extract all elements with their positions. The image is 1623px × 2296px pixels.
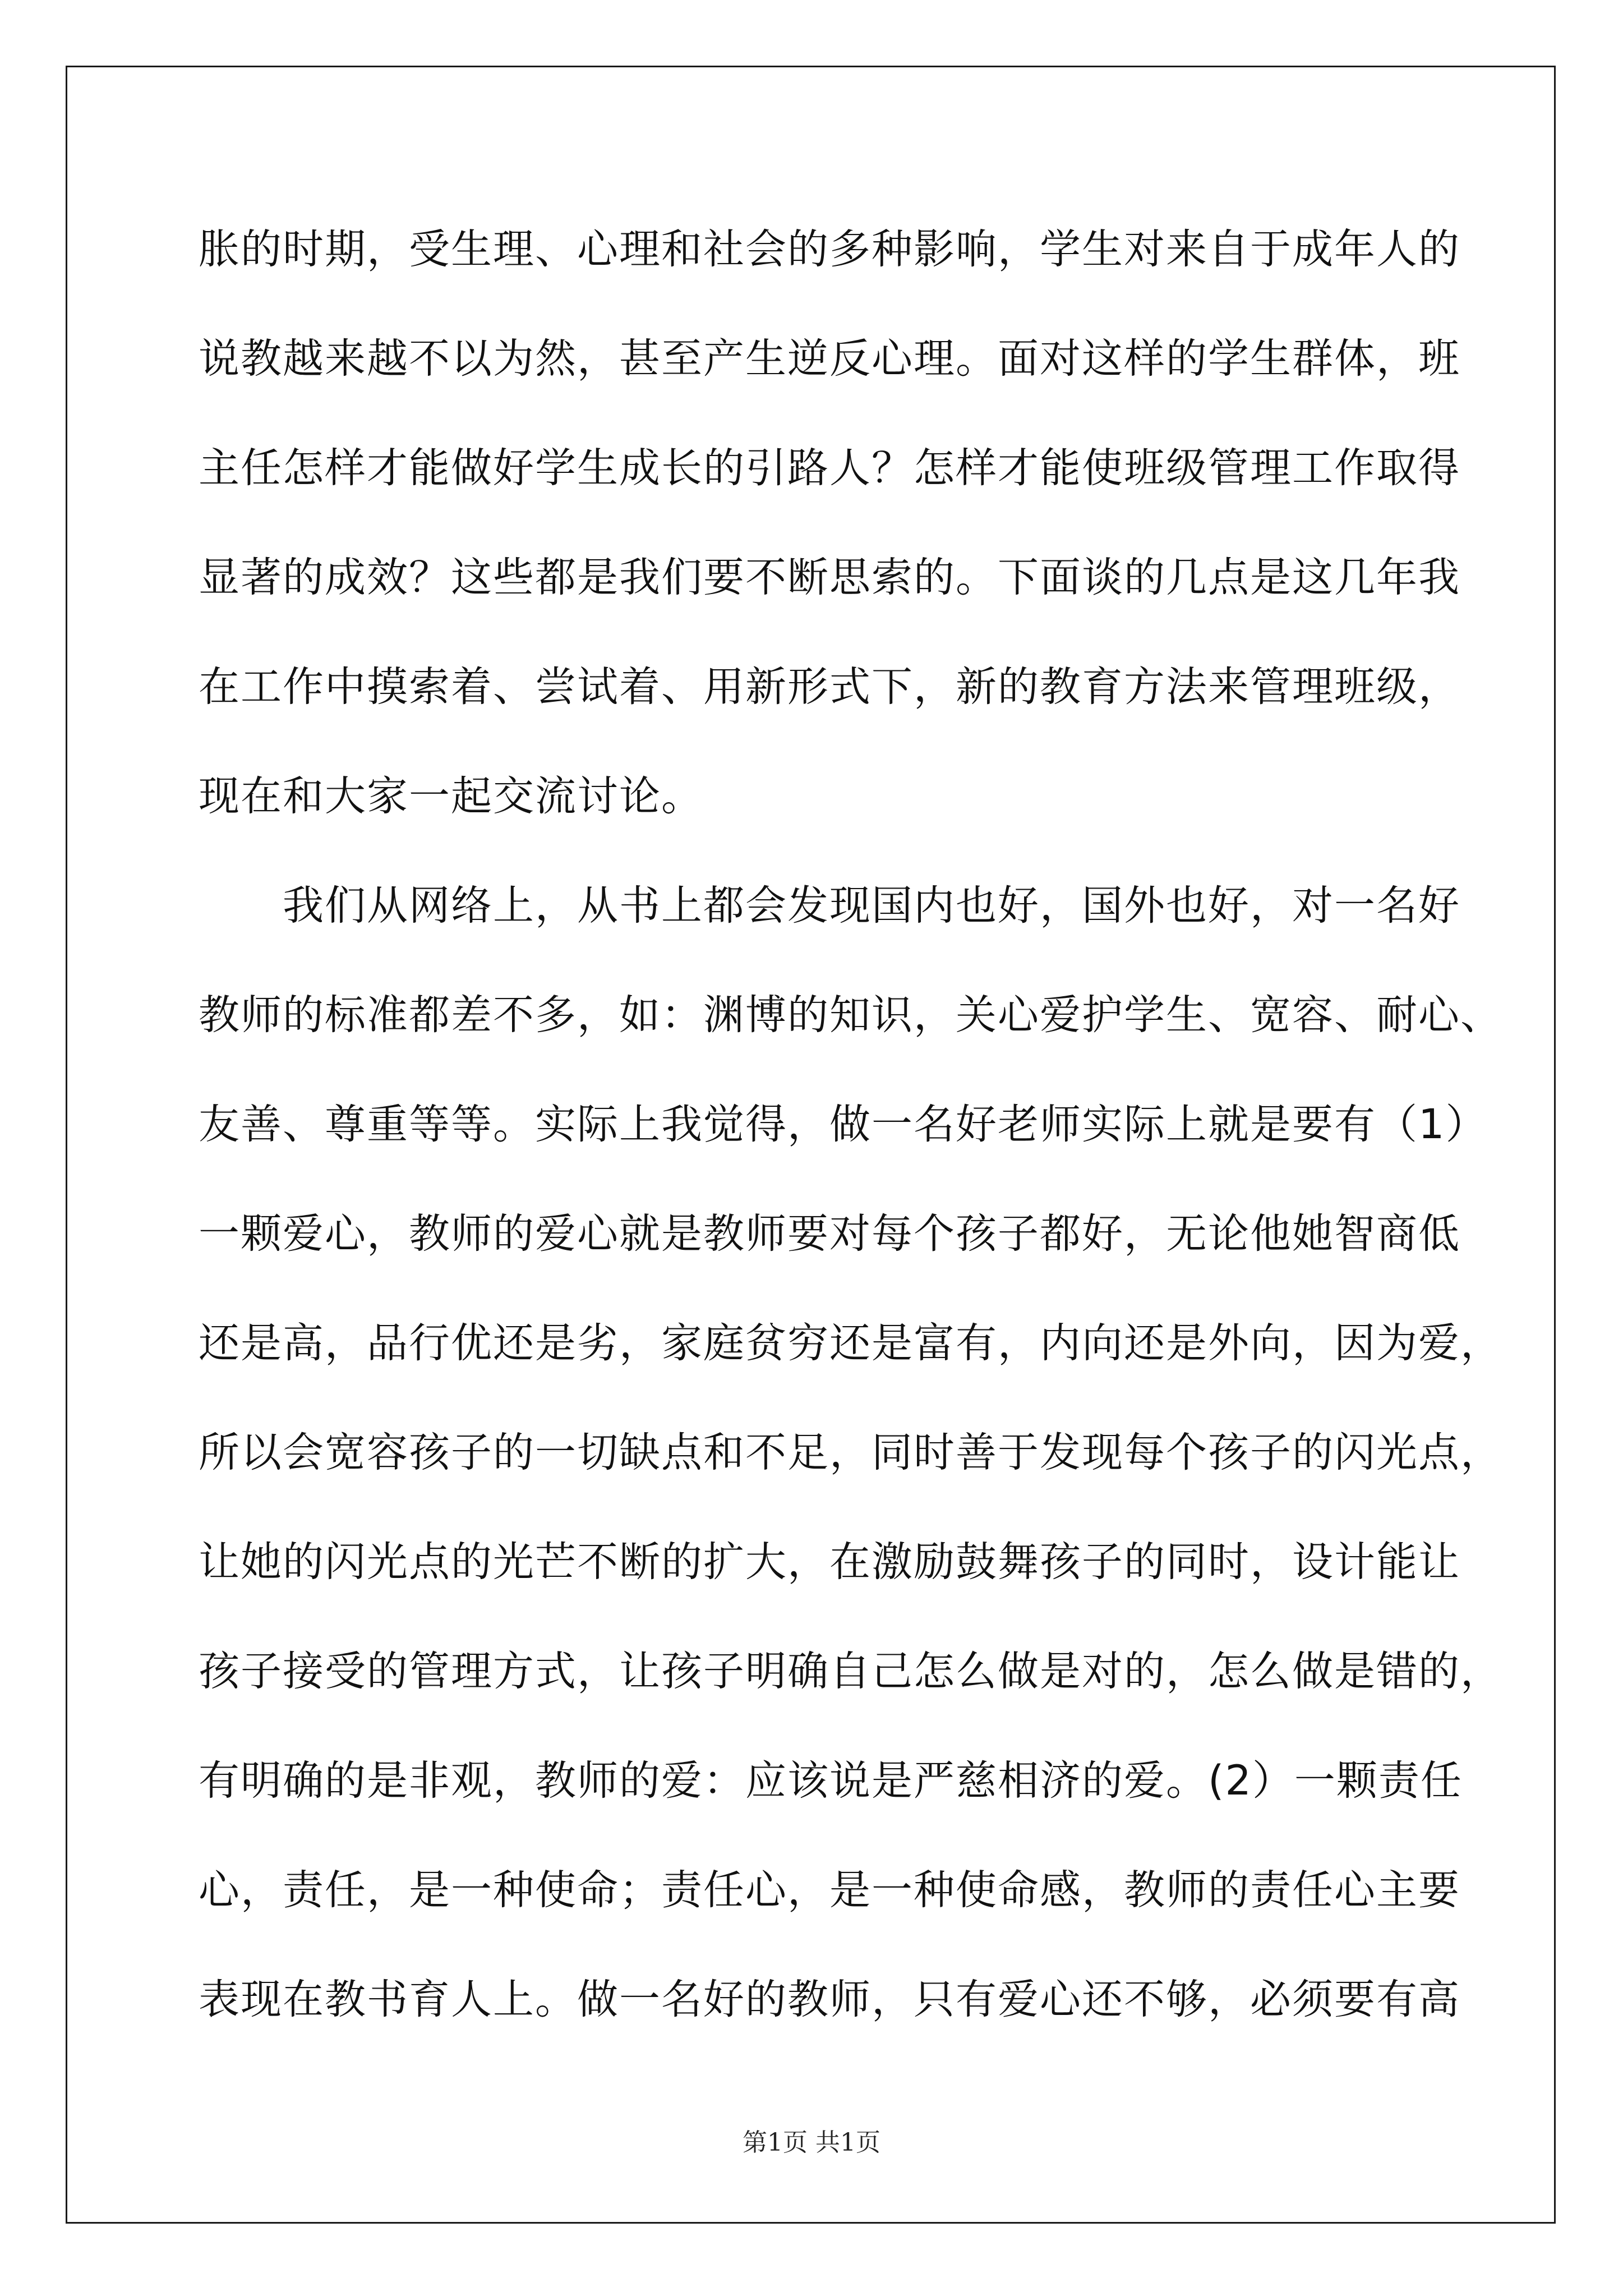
text-line: 还是高，品行优还是劣，家庭贫穷还是富有，内向还是外向，因为爱， — [199, 1319, 1502, 1367]
page-number-footer: 第1页 共1页 — [743, 2128, 880, 2157]
text-line: 表现在教书育人上。做一名好的教师，只有爱心还不够，必须要有高 — [199, 1976, 1460, 2023]
text-line: 心，责任，是一种使命；责任心，是一种使命感，教师的责任心主要 — [199, 1866, 1460, 1914]
text-line: 主任怎样才能做好学生成长的引路人？怎样才能使班级管理工作取得 — [199, 444, 1460, 492]
text-line: 显著的成效？这些都是我们要不断思索的。下面谈的几点是这几年我 — [199, 554, 1460, 601]
text-line: 有明确的是非观，教师的爱：应该说是严慈相济的爱。(2）一颗责任 — [199, 1757, 1463, 1805]
text-line: 所以会宽容孩子的一切缺点和不足，同时善于发现每个孩子的闪光点， — [199, 1429, 1502, 1476]
text-line: 让她的闪光点的光芒不断的扩大，在激励鼓舞孩子的同时，设计能让 — [199, 1538, 1460, 1586]
text-line: 友善、尊重等等。实际上我觉得，做一名好老师实际上就是要有（1） — [199, 1101, 1488, 1148]
text-line: 教师的标准都差不多，如：渊博的知识，关心爱护学生、宽容、耐心、 — [199, 991, 1502, 1039]
text-line: 孩子接受的管理方式，让孩子明确自己怎么做是对的，怎么做是错的， — [199, 1648, 1502, 1695]
text-line: 一颗爱心，教师的爱心就是教师要对每个孩子都好，无论他她智商低 — [199, 1210, 1460, 1258]
text-line: 在工作中摸索着、尝试着、用新形式下，新的教育方法来管理班级， — [199, 663, 1460, 711]
text-line: 胀的时期，受生理、心理和社会的多种影响，学生对来自于成年人的 — [199, 226, 1460, 273]
text-line: 现在和大家一起交流讨论。 — [199, 772, 703, 820]
text-line: 说教越来越不以为然，甚至产生逆反心理。面对这样的学生群体，班 — [199, 335, 1460, 383]
paragraph-first-line: 我们从网络上，从书上都会发现国内也好，国外也好，对一名好 — [283, 882, 1460, 930]
